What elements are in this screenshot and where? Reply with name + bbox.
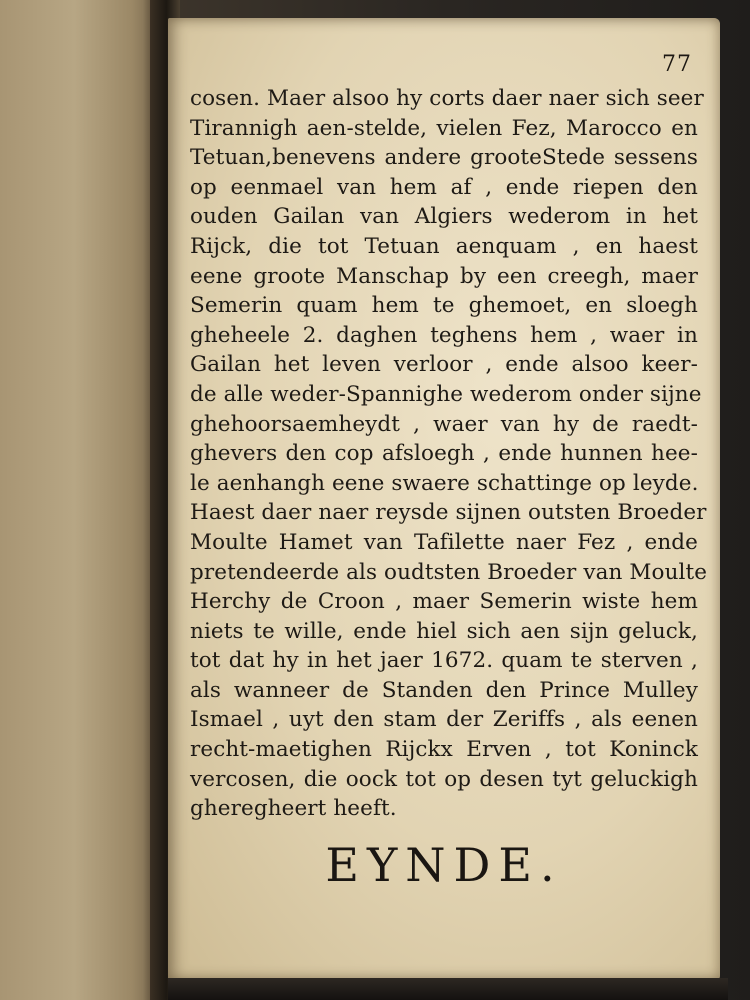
text-line: ghehoorsaemheydt , waer van hy de raedt- xyxy=(190,411,698,437)
left-facing-page xyxy=(0,0,165,1000)
text-line: Tetuan,benevens andere grooteStede sessens xyxy=(190,145,698,171)
closing-word: EYNDE. xyxy=(325,838,563,892)
text-line: Ismael , uyt den stam der Zeriffs , als eenen xyxy=(190,707,698,733)
text-line: Haest daer naer reysde sijnen outsten Broeder xyxy=(190,500,707,526)
right-page xyxy=(168,18,720,980)
text-line: le aenhangh eene swaere schattinge op leyde. xyxy=(190,470,699,496)
text-line: eene groote Manschap by een creegh, maer xyxy=(190,263,698,289)
text-line: gheheele 2. daghen teghens hem , waer in xyxy=(190,322,698,348)
text-line: pretendeerde als oudtsten Broeder van Moulte xyxy=(190,559,708,585)
text-line: Herchy de Croon , maer Semerin wiste hem xyxy=(190,589,698,615)
text-line: de alle weder-Spannighe wederom onder sijne xyxy=(190,381,702,407)
text-line: Semerin quam hem te ghemoet, en sloegh xyxy=(190,293,698,319)
text-line: vercosen, die oock tot op desen tyt geluckigh xyxy=(190,766,698,792)
text-line: Tirannigh aen-stelde, vielen Fez, Marocco en xyxy=(190,115,698,141)
text-line: recht-maetighen Rijckx Erven , tot Koninck xyxy=(190,737,698,763)
text-line: op eenmael van hem af , ende riepen den xyxy=(190,174,698,200)
text-line: Moulte Hamet van Tafilette naer Fez , ende xyxy=(190,529,698,555)
page-number: 77 xyxy=(662,52,692,77)
text-line: Gailan het leven verloor , ende alsoo keer- xyxy=(190,352,698,378)
text-line: niets te wille, ende hiel sich aen sijn geluck, xyxy=(190,618,698,644)
text-line: Rijck, die tot Tetuan aenquam , en haest xyxy=(190,233,698,259)
text-line: tot dat hy in het jaer 1672. quam te sterven , xyxy=(190,648,698,674)
text-line: ghevers den cop afsloegh , ende hunnen hee- xyxy=(190,441,698,467)
book-bottom-edge xyxy=(168,978,728,1000)
body-text xyxy=(190,84,708,824)
text-line: als wanneer de Standen den Prince Mulley xyxy=(190,677,698,703)
text-line: gheregheert heeft. xyxy=(190,796,397,822)
text-line: cosen. Maer alsoo hy corts daer naer sich seer xyxy=(190,86,704,111)
text-line: ouden Gailan van Algiers wederom in het xyxy=(190,204,698,230)
